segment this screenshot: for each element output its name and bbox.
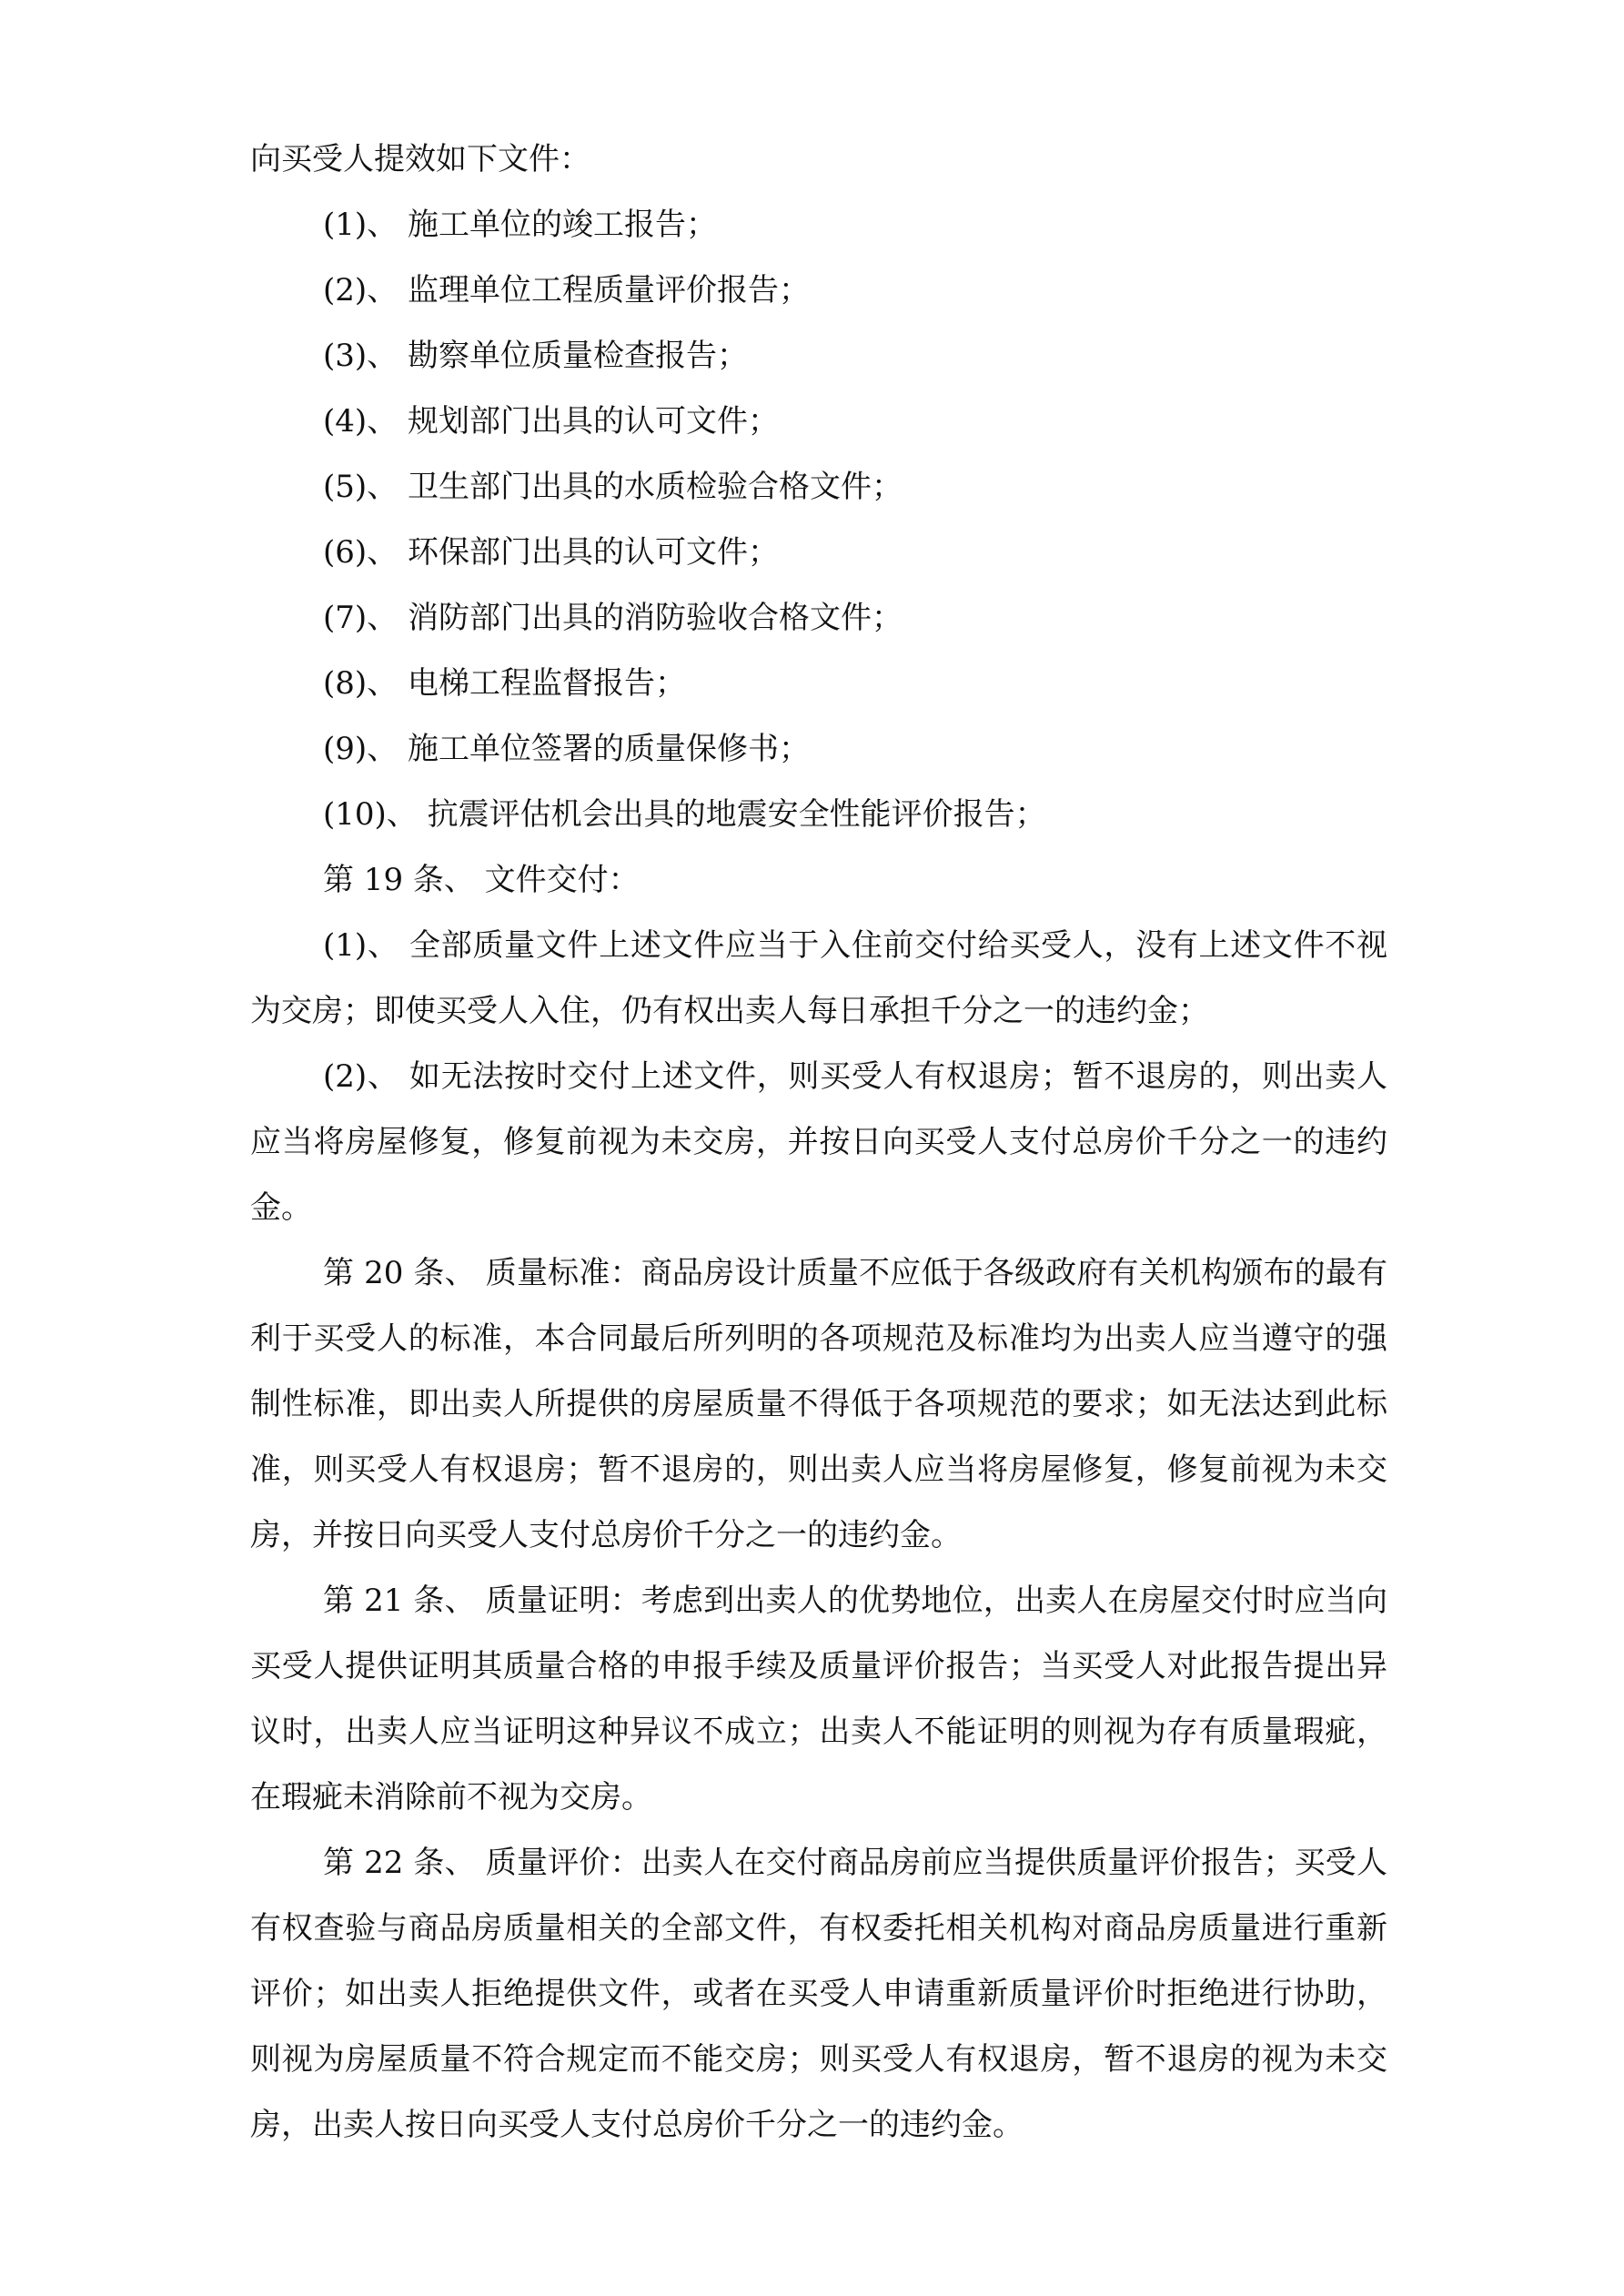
document-list-item: (1)、 施工单位的竣工报告； (323, 207, 717, 243)
document-list-item: (10)、 抗震评估机会出具的地震安全性能评价报告； (323, 796, 1046, 833)
article-19-heading: 第 19 条、 文件交付： (323, 862, 640, 898)
document-list-item: (3)、 勘察单位质量检查报告； (323, 338, 748, 374)
document-list-item: (2)、 监理单位工程质量评价报告； (323, 272, 810, 308)
document-list-item: (9)、 施工单位签署的质量保修书； (323, 731, 810, 767)
document-list-item: (4)、 规划部门出具的认可文件； (323, 403, 779, 440)
article-21-paragraph: 第 21 条、 质量证明：考虑到出卖人的优势地位，出卖人在房屋交付时应当向买受人提供证明其质量合格的申报手续及质量评价报告；当买受人对此报告提出异议时，出卖人应当证明这种异议不成立；出卖人不能证明的则视为存有质量瑕疵，在瑕疵未消除前不视为交房。 (250, 1583, 1387, 1816)
article-19-item-1: (1)、 全部质量文件上述文件应当于入住前交付给买受人，没有上述文件不视为交房；即使买受人入住，仍有权出卖人每日承担千分之一的违约金； (250, 927, 1387, 1029)
document-list-item: (6)、 环保部门出具的认可文件； (323, 534, 779, 571)
article-20-paragraph: 第 20 条、 质量标准：商品房设计质量不应低于各级政府有关机构颁布的最有利于买受人的标准，本合同最后所列明的各项规范及标准均为出卖人应当遵守的强制性标准，即出卖人所提供的房屋质量不得低于各项规范的要求；如无法达到此标准，则买受人有权退房；暂不退房的，则出卖人应当将房屋修复，修复前视为未交房，并按日向买受人支付总房价千分之一的违约金。 (250, 1255, 1387, 1553)
document-list-item: (5)、 卫生部门出具的水质检验合格文件； (323, 469, 903, 505)
document-list-item: (8)、 电梯工程监督报告； (323, 665, 686, 702)
document-body (250, 126, 1387, 2158)
intro-line: 向买受人提效如下文件： (250, 141, 590, 177)
document-list-item: (7)、 消防部门出具的消防验收合格文件； (323, 600, 903, 636)
article-22-paragraph: 第 22 条、 质量评价：出卖人在交付商品房前应当提供质量评价报告；买受人有权查验与商品房质量相关的全部文件，有权委托相关机构对商品房质量进行重新评价；如出卖人拒绝提供文件，或者在买受人申请重新质量评价时拒绝进行协助，则视为房屋质量不符合规定而不能交房；则买受人有权退房，暂不退房的视为未交房，出卖人按日向买受人支付总房价千分之一的违约金。 (250, 1845, 1387, 2143)
article-19-item-2: (2)、 如无法按时交付上述文件，则买受人有权退房；暂不退房的，则出卖人应当将房屋修复，修复前视为未交房，并按日向买受人支付总房价千分之一的违约金。 (250, 1058, 1387, 1226)
